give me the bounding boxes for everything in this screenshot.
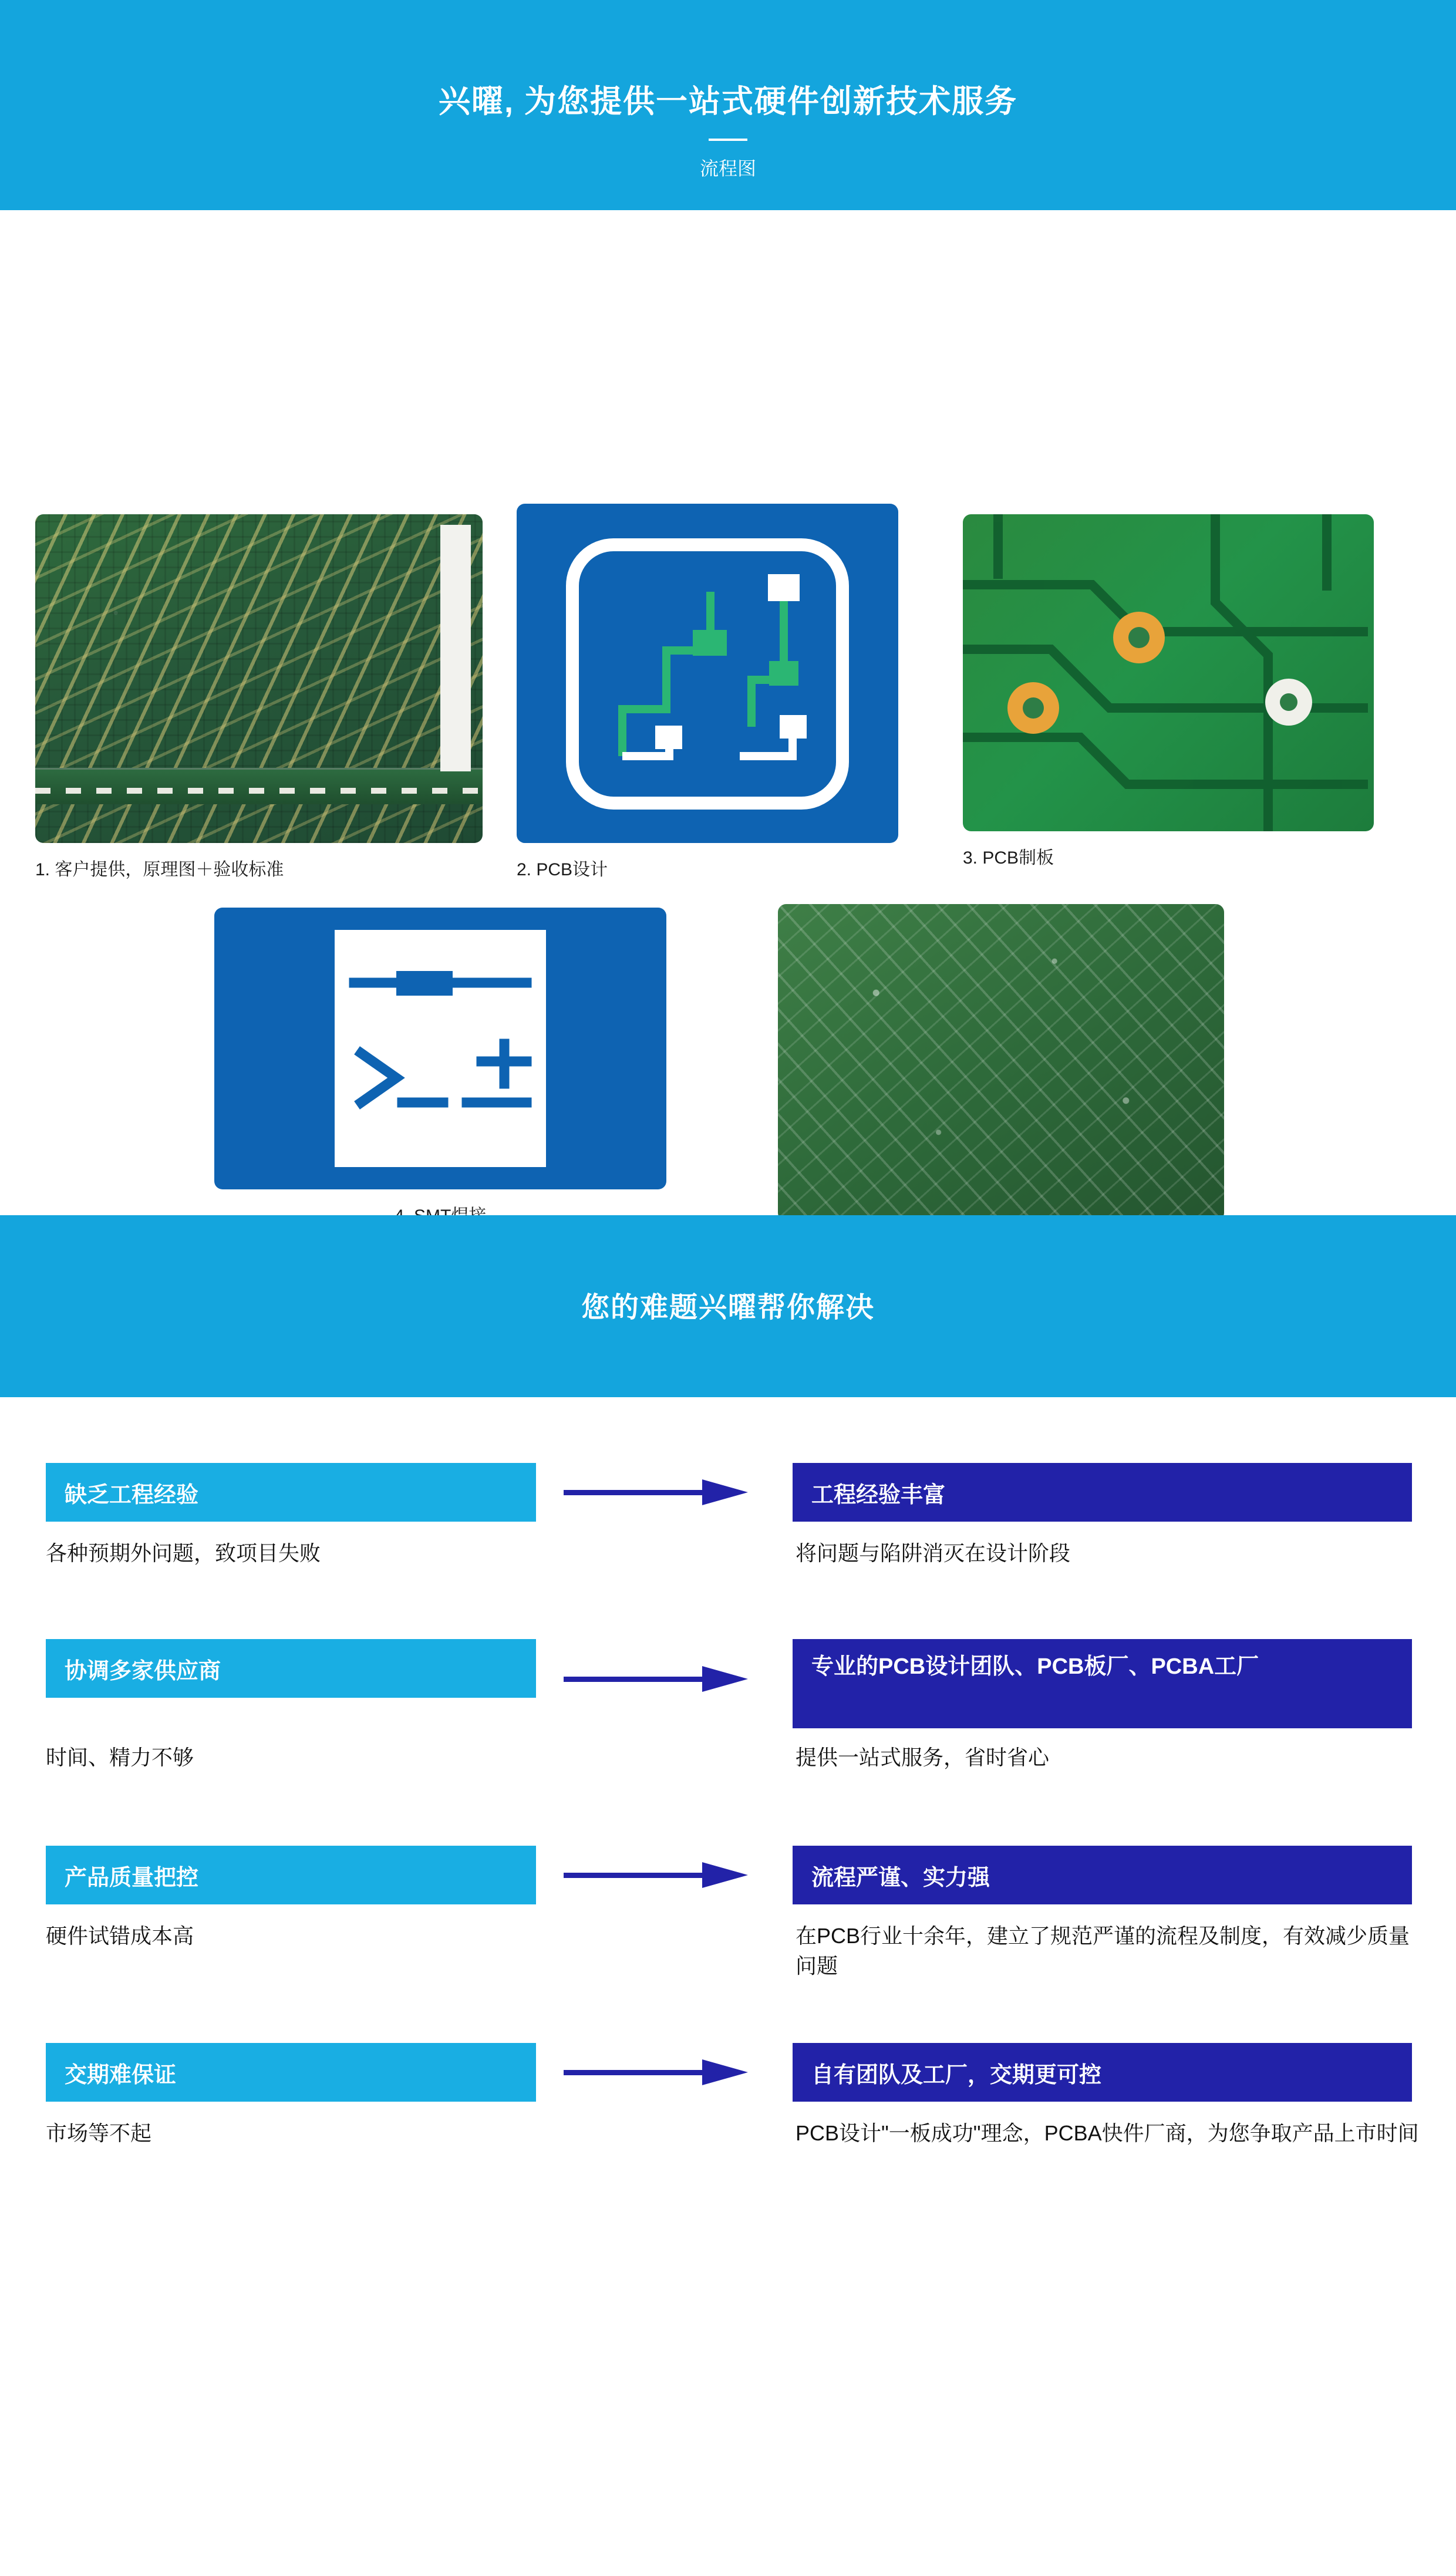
solution-banner-title: 您的难题兴曜帮你解决 bbox=[581, 1292, 875, 1323]
pcb-strip-band bbox=[35, 768, 483, 804]
problem-desc-2: 时间、精力不够 bbox=[46, 1745, 194, 1769]
solution-label-2: 专业的PCB设计团队、PCB板厂、PCBA工厂 bbox=[811, 1654, 1259, 1679]
solution-pill-1 bbox=[793, 1463, 1412, 1522]
process-step-2-caption: 2. PCB设计 bbox=[517, 860, 608, 879]
comparison-row bbox=[0, 1463, 1456, 1639]
solution-pill-4 bbox=[793, 2043, 1412, 2102]
solution-pill-2 bbox=[793, 1639, 1412, 1728]
problem-desc-4: 市场等不起 bbox=[46, 2121, 152, 2145]
arrow-head bbox=[702, 1862, 748, 1888]
pcb-design-icon-svg bbox=[517, 504, 898, 843]
solution-desc-4: PCB设计"一板成功"理念，PCBA快件厂商，为您争取产品上市时间 bbox=[796, 2121, 1419, 2145]
problem-label-1: 缺乏工程经验 bbox=[65, 1482, 199, 1508]
process-section bbox=[0, 210, 1456, 1215]
pcb-trace-art bbox=[963, 514, 1374, 831]
arrow-head bbox=[702, 1479, 748, 1505]
arrow-shaft bbox=[564, 1677, 708, 1682]
arrow-shaft bbox=[564, 1490, 708, 1495]
solution-label-4: 自有团队及工厂，交期更可控 bbox=[811, 2062, 1102, 2088]
problem-pill-3 bbox=[46, 1846, 536, 1904]
arrow-icon-2 bbox=[564, 1666, 757, 1692]
solution-label-3: 流程严谨、实力强 bbox=[811, 1865, 990, 1890]
problem-label-2: 协调多家供应商 bbox=[65, 1658, 221, 1684]
problem-label-3: 产品质量把控 bbox=[65, 1865, 199, 1890]
problem-label-4: 交期难保证 bbox=[65, 2062, 177, 2088]
problem-desc-1: 各种预期外问题，致项目失败 bbox=[46, 1541, 321, 1565]
comparison-row bbox=[0, 1846, 1456, 2043]
process-step-2 bbox=[517, 504, 898, 881]
pcb-board-photo bbox=[35, 514, 483, 843]
arrow-shaft bbox=[564, 2070, 708, 2075]
comparison-section bbox=[0, 1397, 1456, 2307]
page-header bbox=[0, 0, 1456, 210]
process-step-3-caption: 3. PCB制板 bbox=[963, 848, 1054, 868]
process-step-1-caption: 1. 客户提供，原理图＋验收标准 bbox=[35, 860, 284, 879]
smt-schematic-icon bbox=[214, 908, 666, 1189]
solution-desc-3: 在PCB行业十余年，建立了规范严谨的流程及制度，有效减少质量问题 bbox=[796, 1924, 1410, 1978]
pcb-fabrication-photo bbox=[963, 514, 1374, 831]
header-divider bbox=[709, 139, 747, 141]
solution-pill-3 bbox=[793, 1846, 1412, 1904]
problem-desc-3: 硬件试错成本高 bbox=[46, 1924, 194, 1948]
problem-pill-2 bbox=[46, 1639, 536, 1698]
arrow-icon-4 bbox=[564, 2059, 757, 2085]
pcb-design-icon bbox=[517, 504, 898, 843]
arrow-head bbox=[702, 2059, 748, 2085]
arrow-shaft bbox=[564, 1873, 708, 1878]
solution-desc-1: 将问题与陷阱消灭在设计阶段 bbox=[796, 1541, 1071, 1565]
smt-schematic-svg bbox=[214, 908, 666, 1189]
process-step-4 bbox=[214, 908, 666, 1227]
arrow-head bbox=[702, 1666, 748, 1692]
page-subtitle: 流程图 bbox=[699, 158, 756, 179]
problem-pill-1 bbox=[46, 1463, 536, 1522]
pcb-dash-row bbox=[35, 788, 483, 794]
arrow-icon-3 bbox=[564, 1862, 757, 1888]
problem-pill-4 bbox=[46, 2043, 536, 2102]
solution-banner bbox=[0, 1215, 1456, 1397]
comparison-row bbox=[0, 1639, 1456, 1846]
page-title: 兴曜, 为您提供一站式硬件创新技术服务 bbox=[438, 84, 1017, 119]
solution-desc-2: 提供一站式服务，省时省心 bbox=[796, 1745, 1050, 1769]
arrow-icon-1 bbox=[564, 1479, 757, 1505]
comparison-row bbox=[0, 2043, 1456, 2219]
process-step-1 bbox=[35, 514, 483, 881]
process-step-5 bbox=[778, 904, 1224, 1259]
process-step-3 bbox=[963, 514, 1374, 869]
final-product-photo bbox=[778, 904, 1224, 1221]
solution-label-1: 工程经验丰富 bbox=[811, 1482, 946, 1508]
